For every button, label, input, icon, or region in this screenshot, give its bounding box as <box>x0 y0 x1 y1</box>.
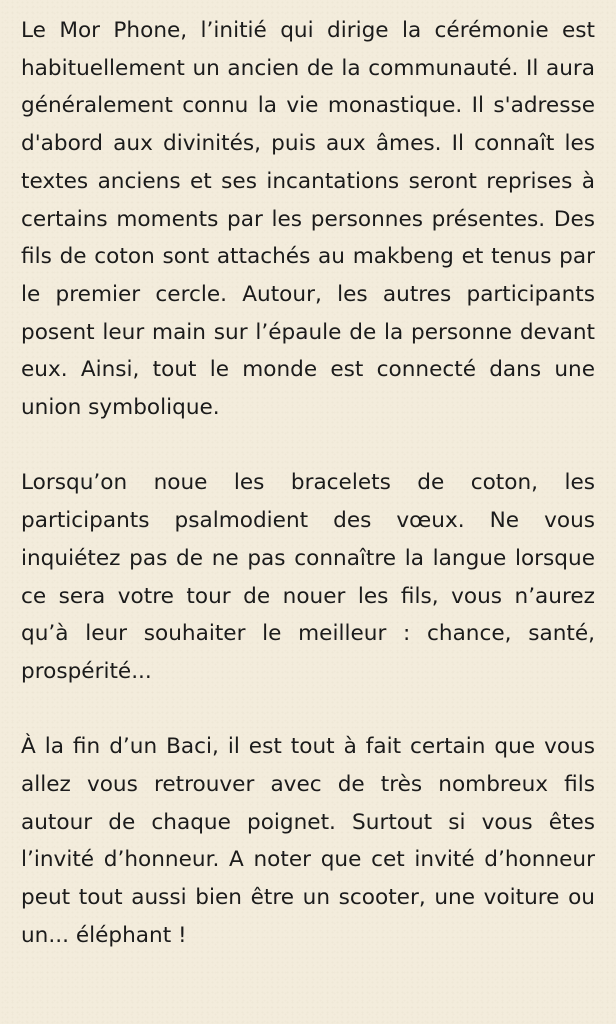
paragraph-end-of-baci: À la fin d’un Baci, il est tout à fait certain que vous allez vous retrouver avec de très nombreux fils autour de chaque poignet. Surtout si vous êtes l’invité d’honneur. A noter que cet invité d’honneur peut tout aussi bien être un scooter, une voiture ou un... éléphant ! <box>21 734 595 948</box>
paragraph-ceremony-leader: Le Mor Phone, l’initié qui dirige la cérémonie est habituellement un ancien de la communauté. Il aura généralement connu la vie monastique. Il s'adresse d'abord aux divinités, puis aux âmes. Il connaît les textes anciens et ses incantations seront reprises à certains moments par les personnes présentes. Des fils de coton sont attachés au makbeng et tenus par le premier cercle. Autour, les autres participants posent leur main sur l’épaule de la personne devant eux. Ainsi, tout le monde est connecté dans une union symbolique. <box>21 18 595 421</box>
paragraph-cotton-bracelets: Lorsqu’on noue les bracelets de coton, les participants psalmodient des vœux. Ne vous inquiétez pas de ne pas connaître la langue lorsque ce sera votre tour de nouer les fils, vous n’aurez qu’à leur souhaiter le meilleur : chance, santé, prospérité... <box>21 470 595 684</box>
